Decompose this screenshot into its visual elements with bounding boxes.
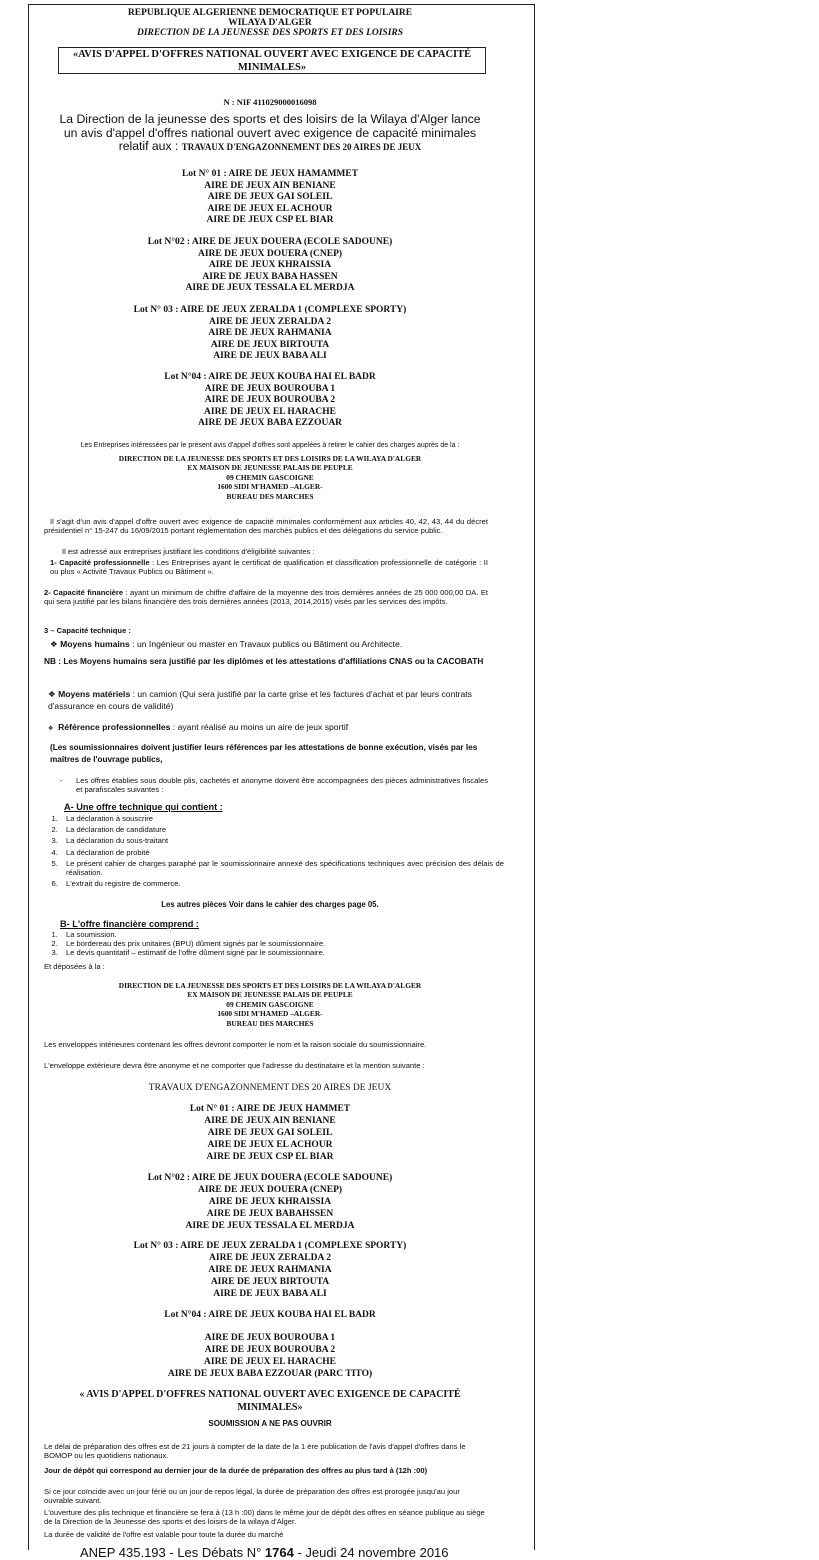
reference-label: Référence professionnelles xyxy=(58,722,171,732)
address-line: EX MAISON DE JEUNESSE PALAIS DE PEUPLE xyxy=(187,990,353,1000)
lot-item: AIRE DE JEUX BABA HASSEN xyxy=(202,271,338,282)
list-item: 3. La déclaration du sous-traitant xyxy=(60,836,504,845)
lot-item: AIRE DE JEUX TESSALA EL MERDJA xyxy=(185,283,355,294)
lot-2 xyxy=(40,237,500,295)
address-line: BUREAU DES MARCHES xyxy=(226,1018,314,1028)
lot-item: AIRE DE JEUX BABA ALI xyxy=(213,351,327,362)
lot-item: AIRE DE JEUX GAI SOLEIL xyxy=(207,1128,333,1138)
moyens-materiels-text: : un camion (Qui sera justifié par la carte grise et les factures d'achat et par leurs contrats d'assurance en cours de validité) xyxy=(48,689,472,711)
lot-label: Lot N°04 : AIRE DE JEUX KOUBA HAI EL BADR xyxy=(164,372,376,382)
address-line: BUREAU DES MARCHES xyxy=(226,491,314,501)
lot-item: AIRE DE JEUX DOUERA (CNEP) xyxy=(197,248,343,259)
body-p11 xyxy=(60,776,488,794)
soumission-label: SOUMISSION A NE PAS OUVRIR xyxy=(208,1419,332,1428)
lot-label: Lot N° 03 : AIRE DE JEUX ZERALDA 1 (COMPLEXE SPORTY) xyxy=(133,1241,407,1251)
body-p10: (Les soumissionnaires doivent justifier leurs références par les attestations de bonne exécution, visés par les maîtres de l'ouvrage publics, xyxy=(50,743,478,764)
lot-item: AIRE DE JEUX BABA EZZOUAR xyxy=(197,418,343,429)
enveloppe-p2: L'enveloppe extérieure devra être anonyme et ne comporter que l'adresse du destinataire et la mention suivante : xyxy=(44,1061,425,1070)
capacite-pro-label: 1- Capacité professionnelle xyxy=(50,558,150,567)
offre-technique-list xyxy=(44,814,504,888)
lot-item: AIRE DE JEUX DOUERA (CNEP) xyxy=(197,1185,343,1195)
list-item: 6. L'extrait du registre de commerce. xyxy=(60,879,504,888)
lot-item: AIRE DE JEUX BOUROUBA 1 xyxy=(204,1333,336,1343)
closing-p3: Si ce jour coïncide avec un jour férié ou un jour de repos légal, la durée de préparation des offres est prorogée jusqu'au jour ouvrable suivant. xyxy=(44,1487,460,1506)
lot2-1 xyxy=(40,1103,500,1163)
footer-issue-number: 1764 xyxy=(264,1545,294,1560)
footer-prefix: ANEP 435.193 - Les Débats N° xyxy=(80,1545,262,1560)
lot-item: AIRE DE JEUX AIN BENIANE xyxy=(204,180,336,191)
closing-avis xyxy=(40,1389,500,1414)
header-direction: DIRECTION DE LA JEUNESSE DES SPORTS ET DES LOISIRS xyxy=(136,28,404,38)
closing-avis-line-1: « AVIS D'APPEL D'OFFRES NATIONAL OUVERT AVEC EXIGENCE DE CAPACITÉ xyxy=(79,1389,461,1400)
body-p5: 3 – Capacité technique : xyxy=(44,626,131,635)
footer-suffix: - Jeudi 24 novembre 2016 xyxy=(297,1545,449,1560)
travaux-title: TRAVAUX D'ENGAZONNEMENT DES 20 AIRES DE JEUX xyxy=(148,1083,392,1093)
frame-left-border xyxy=(28,4,29,1550)
nif-number: N : NIF 411029000016098 xyxy=(223,97,317,107)
body-p8: ❖ Moyens matériels : un camion (Qui sera justifié par la carte grise et les factures d'achat et par leurs contrats d'assurance en cours de validité) xyxy=(48,689,472,711)
lot-item: AIRE DE JEUX BOUROUBA 2 xyxy=(204,1345,336,1355)
title-line-2: MINIMALES» xyxy=(237,61,307,73)
lot-item: AIRE DE JEUX BOUROUBA 2 xyxy=(204,395,336,406)
lot-item: AIRE DE JEUX EL ACHOUR xyxy=(207,203,333,214)
lot-3 xyxy=(40,305,500,363)
capacite-fin-text: : ayant un minimum de chiffre d'affaire de la moyenne des trois dernières années de 25 000 000,00 DA. Et qui sera justifié par les bilans financière des trois dernières années (2013, 2014,2015) visés par les services des impôts. xyxy=(44,588,488,607)
address-line: EX MAISON DE JEUNESSE PALAIS DE PEUPLE xyxy=(187,463,353,473)
header-wilaya: WILAYA D'ALGER xyxy=(228,18,312,28)
offre-technique-title: A- Une offre technique qui contient : xyxy=(64,802,223,812)
lot-item: AIRE DE JEUX KHRAISSIA xyxy=(208,1197,332,1207)
closing-p4: L'ouverture des plis technique et financière se fera à (13 h :00) dans le même jour de dépôt des offres en séance publique au siège de la Direction de la Jeunesse des sports et des loisirs de la wilaya d'Alger. xyxy=(44,1508,485,1527)
lot-item: AIRE DE JEUX EL HARACHE xyxy=(204,1357,336,1367)
lot-item: AIRE DE JEUX BIRTOUTA xyxy=(210,339,330,350)
reference-text: : ayant réalisé au moins un aire de jeux sportif xyxy=(170,722,349,732)
lot-item: AIRE DE JEUX RAHMANIA xyxy=(208,1265,332,1275)
lot-item: AIRE DE JEUX CSP EL BIAR xyxy=(206,1152,334,1162)
intro-relatif: relatif aux : xyxy=(118,139,179,153)
lot-item: AIRE DE JEUX ZERALDA 2 xyxy=(209,316,331,327)
lot-item: AIRE DE JEUX BIRTOUTA xyxy=(210,1277,330,1287)
lot-item: AIRE DE JEUX KHRAISSIA xyxy=(208,260,332,271)
body-p3 xyxy=(50,558,488,576)
body-p11-text: Les offres établies sous double plis, cachetés et anonyme doivent être accompagnées des pièces administratives fiscales et parafiscales suivantes : xyxy=(76,776,488,795)
address-line: 1600 SIDI M'HAMED –ALGER- xyxy=(217,1009,323,1019)
body-p2: Il est adressé aux entreprises justifiant les conditions d'éligibilité suivantes : xyxy=(62,547,315,556)
intro-line-3 xyxy=(40,140,500,155)
address-block-1 xyxy=(40,454,500,501)
capacite-pro-text: : Les Entreprises ayant le certificat de qualification et classification professionnelle de catégorie : II ou plus « Activité Travaux Publics ou Bâtiment ». xyxy=(50,558,488,577)
list-item: 4. La déclaration de probité xyxy=(60,848,504,857)
page-footer xyxy=(80,1545,540,1560)
capacite-fin-label: 2- Capacité financière xyxy=(44,588,124,597)
lot-item: AIRE DE JEUX GAI SOLEIL xyxy=(207,192,333,203)
retrieve-text: Les Entreprises intéressées par le présent avis d'appel d'offres sont appelées à retirer le cahier des charges auprès de la : xyxy=(80,442,460,449)
address-line: DIRECTION DE LA JEUNESSE DES SPORTS ET DES LOISIRS DE LA WILAYA D'ALGER xyxy=(118,454,422,463)
offre-financiere-title-text: B- L'offre financière comprend : xyxy=(60,919,199,929)
lot-item: AIRE DE JEUX RAHMANIA xyxy=(208,328,332,339)
title-line-1: «AVIS D'APPEL D'OFFRES NATIONAL OUVERT AVEC EXIGENCE DE CAPACITÉ xyxy=(72,49,472,60)
lot-item: AIRE DE JEUX CSP EL BIAR xyxy=(206,215,334,226)
body-p9: ❖ Référence professionnelles : ayant réalisé au moins un aire de jeux sportif xyxy=(48,722,349,732)
lot-item: AIRE DE JEUX BABA EZZOUAR (PARC TITO) xyxy=(167,1369,373,1379)
intro-line-2: un avis d'appel d'offres national ouvert avec exigence de capacité minimales xyxy=(63,125,477,140)
offre-financiere-title xyxy=(60,919,199,929)
lot-label: Lot N°02 : AIRE DE JEUX DOUERA (ECOLE SADOUNE) xyxy=(147,237,393,247)
body-p1: Il s'agit d'un avis d'appel d'offre ouvert avec exigence de capacité minimales conformément aux articles 40, 42, 43, 44 du décret présidentiel n° 15-247 du 16/09/2015 portant réglementation des marchés publics et des délégations du service public. xyxy=(44,517,488,536)
intro-travaux: TRAVAUX D'ENGAZONNEMENT DES 20 AIRES DE JEUX xyxy=(181,142,422,152)
closing-p1: Le délai de préparation des offres est de 21 jours à compter de la date de la 1 ère publication de l'avis d'appel d'offres dans le BOMOP ou les quotidiens nationaux. xyxy=(44,1442,466,1461)
lot-item: AIRE DE JEUX EL HARACHE xyxy=(204,406,336,417)
list-item: 1. La soumission. xyxy=(60,930,504,939)
body-p7: NB : Les Moyens humains sera justifié par les diplômes et les attestations d'affiliations CNAS ou la CACOBATH xyxy=(44,656,484,666)
lot-item: AIRE DE JEUX BOUROUBA 1 xyxy=(204,383,336,394)
lot-item: AIRE DE JEUX EL ACHOUR xyxy=(207,1140,333,1150)
lot-label: Lot N° 01 : AIRE DE JEUX HAMMET xyxy=(189,1104,351,1114)
address-line: 1600 SIDI M'HAMED –ALGER- xyxy=(217,482,323,492)
closing-p5: La durée de validité de l'offre est valable pour toute la durée du marché xyxy=(44,1530,284,1539)
lot-item: AIRE DE JEUX BABAHSSEN xyxy=(206,1209,334,1219)
address-line: DIRECTION DE LA JEUNESSE DES SPORTS ET DES LOISIRS DE LA WILAYA D'ALGER xyxy=(118,981,422,990)
list-item: 2. La déclaration de candidature xyxy=(60,825,504,834)
lot-item: AIRE DE JEUX AIN BENIANE xyxy=(204,1116,336,1126)
lot-label: Lot N° 03 : AIRE DE JEUX ZERALDA 1 (COMPLEXE SPORTY) xyxy=(133,305,407,315)
header-republic: REPUBLIQUE ALGERIENNE DEMOCRATIQUE ET POPULAIRE xyxy=(127,8,413,18)
lot2-4 xyxy=(40,1309,500,1380)
list-item: 3. Le devis quantitatif – estimatif de l'offre dûment signé par le soumissionnaire. xyxy=(60,948,504,957)
body-p4 xyxy=(44,588,488,606)
body-p6: ❖ Moyens humains : un Ingénieur ou master en Travaux publics ou Bâtiment ou Architecte. xyxy=(50,639,403,649)
title-box xyxy=(58,47,486,74)
lot2-3 xyxy=(40,1240,500,1300)
lot-1 xyxy=(40,169,500,227)
moyens-humains-label: Moyens humains xyxy=(60,639,130,649)
autres-pieces: Les autres pièces Voir dans le cahier des charges page 05. xyxy=(161,900,379,909)
address-line: 09 CHEMIN GASCOIGNE xyxy=(226,472,314,482)
frame-right-border xyxy=(534,4,535,1550)
lot-item: AIRE DE JEUX TESSALA EL MERDJA xyxy=(185,1221,355,1231)
offre-financiere-list xyxy=(44,930,504,958)
moyens-humains-text: : un Ingénieur ou master en Travaux publics ou Bâtiment ou Architecte. xyxy=(129,639,403,649)
frame-top-border xyxy=(28,4,535,5)
lot-4 xyxy=(40,372,500,430)
intro-paragraph xyxy=(40,113,500,155)
address-line: 09 CHEMIN GASCOIGNE xyxy=(226,999,314,1009)
lot-item: AIRE DE JEUX ZERALDA 2 xyxy=(209,1253,331,1263)
enveloppe-p1: Les enveloppes intérieures contenant les offres devront comporter le nom et la raison sociale du soumissionnaire. xyxy=(44,1040,427,1049)
lot-label: Lot N°02 : AIRE DE JEUX DOUERA (ECOLE SADOUNE) xyxy=(147,1173,393,1183)
lot-label: Lot N° 01 : AIRE DE JEUX HAMAMMET xyxy=(181,169,359,179)
list-item: 2. Le bordereau des prix unitaires (BPU) dûment signés par le soumissionnaire. xyxy=(60,939,504,948)
list-item: 1. La déclaration à souscrire xyxy=(60,814,504,823)
moyens-materiels-label: Moyens matériels xyxy=(58,689,131,699)
lot-label: Lot N°04 : AIRE DE JEUX KOUBA HAI EL BADR xyxy=(164,1310,376,1320)
lot-item: AIRE DE JEUX BABA ALI xyxy=(213,1289,327,1299)
intro-line-1: La Direction de la jeunesse des sports et des loisirs de la Wilaya d'Alger lance xyxy=(59,112,481,126)
list-item: 5. Le présent cahier de charges paraphé par le soumissionnaire annexé des spécifications techniques avec précision des délais de réalisation. xyxy=(60,859,504,877)
address-block-2 xyxy=(40,981,500,1028)
closing-p2: Jour de dépôt qui correspond au dernier jour de la durée de préparation des offres au plus tard à (12h :00) xyxy=(44,1466,428,1475)
closing-avis-line-2: MINIMALES» xyxy=(237,1401,303,1413)
dash-bullet: - xyxy=(60,776,63,785)
deposees: Et déposées à la : xyxy=(44,962,105,971)
lot2-2 xyxy=(40,1172,500,1232)
